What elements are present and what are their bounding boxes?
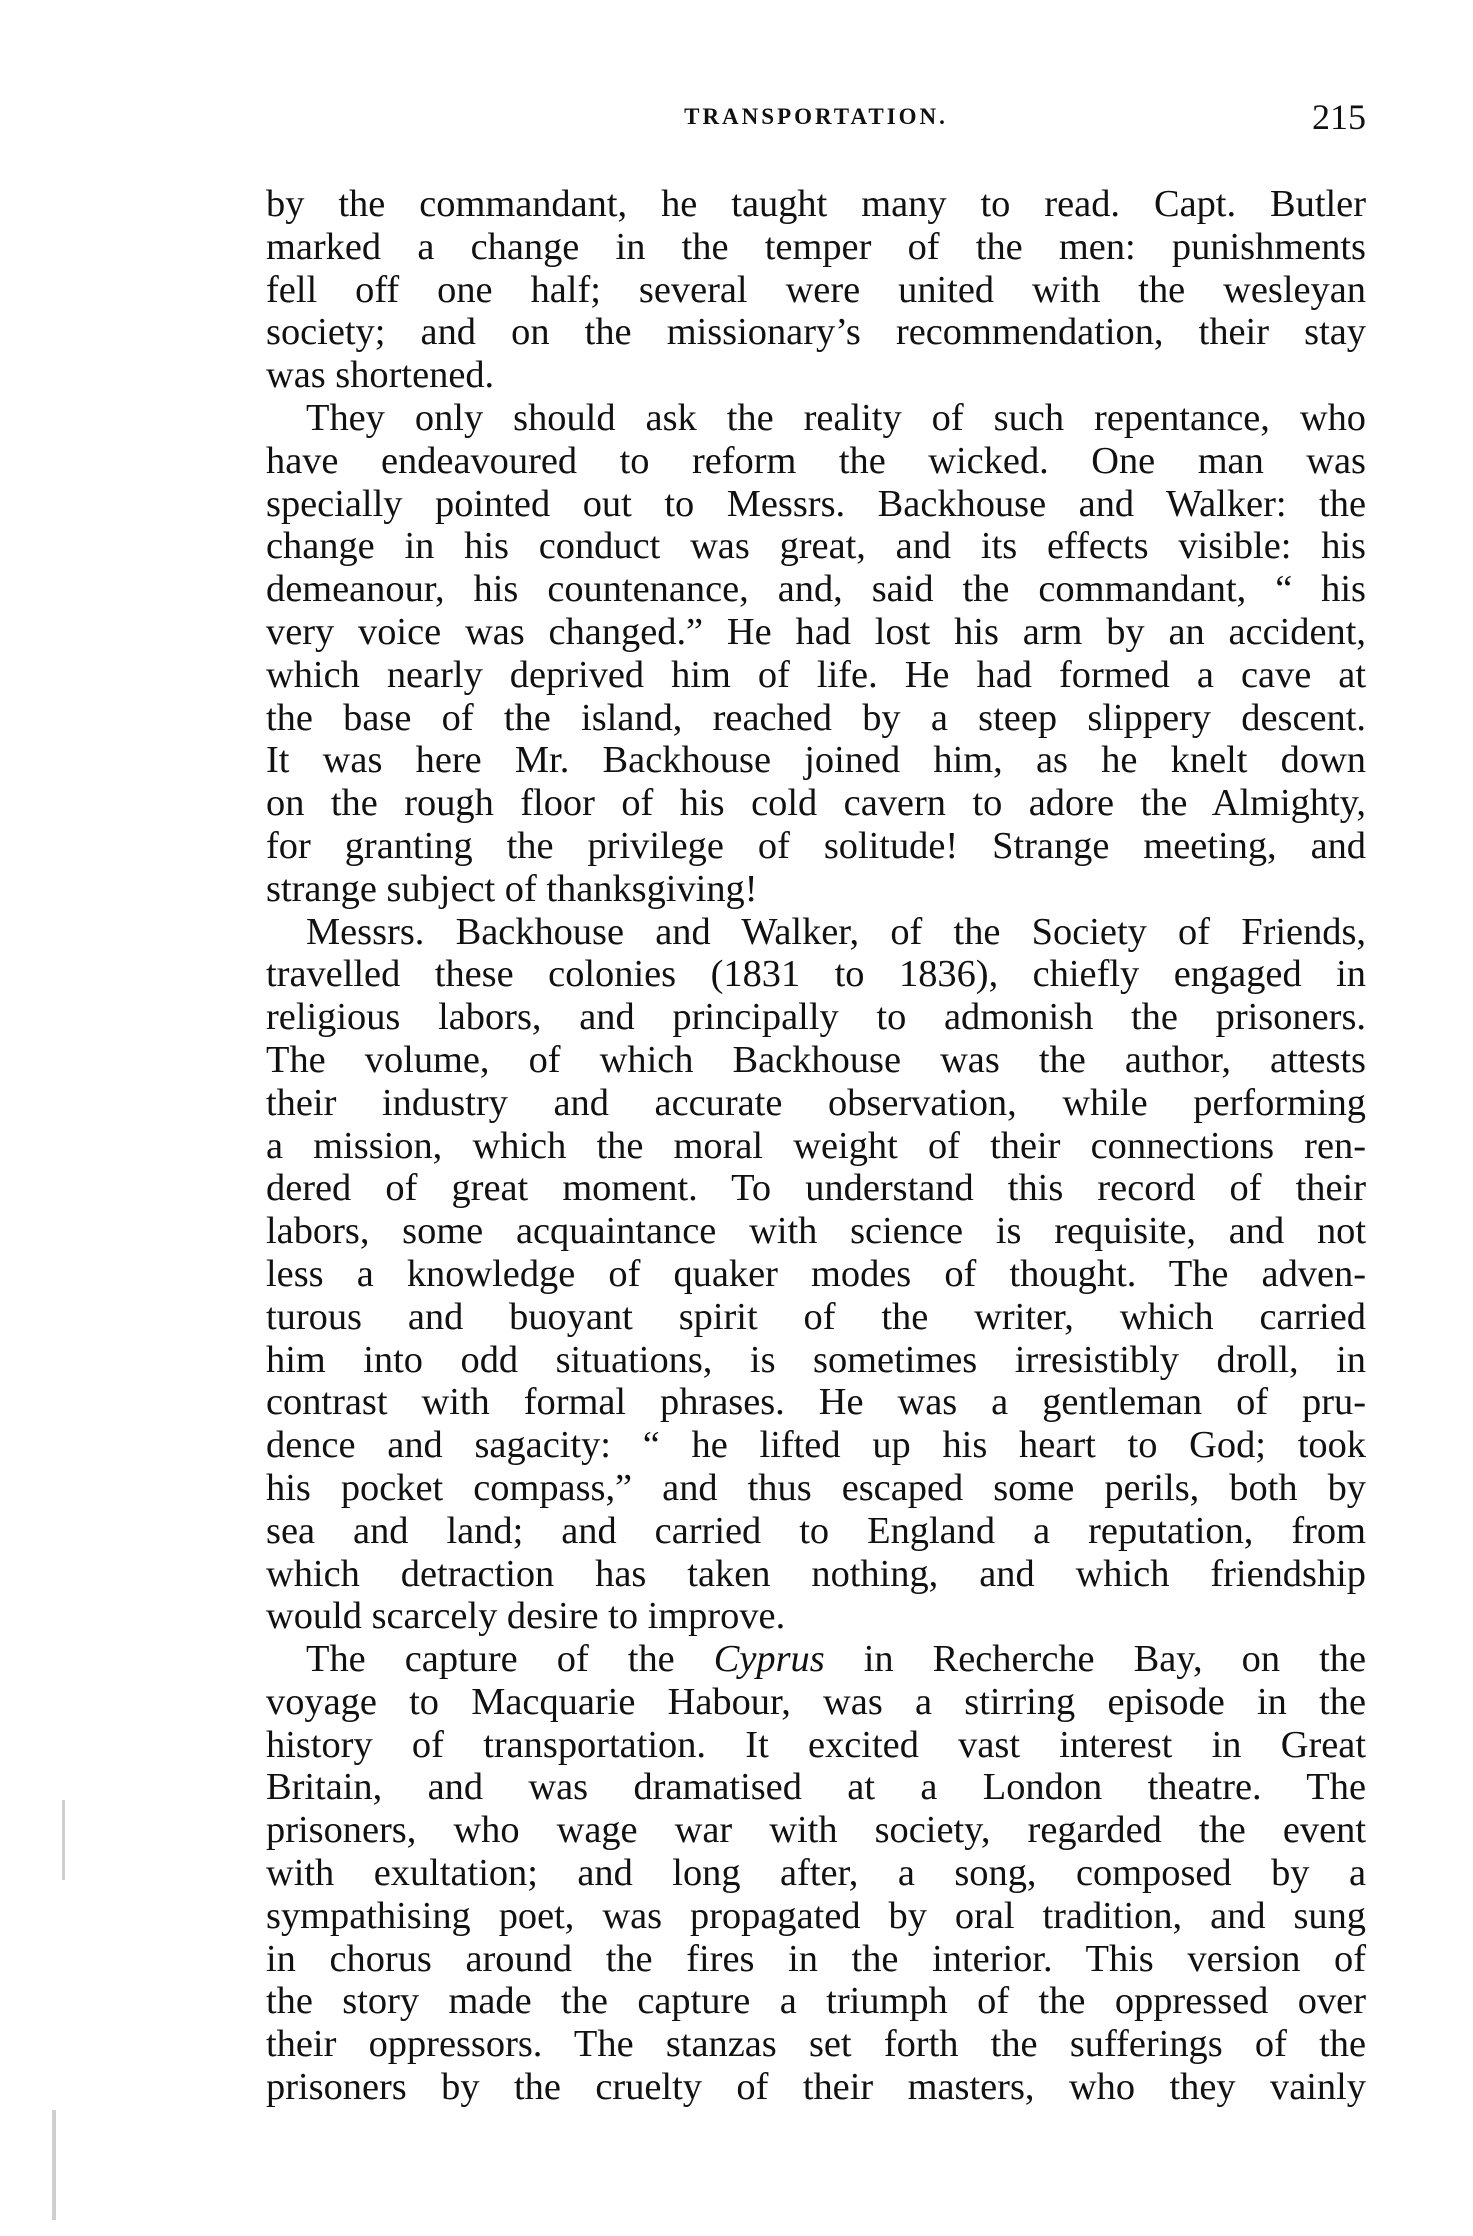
text-line: religious labors, and principally to admonish the prisoners. [266, 996, 1366, 1039]
text-line: turous and buoyant spirit of the writer, which carried [266, 1295, 1366, 1338]
text-line: travelled these colonies (1831 to 1836), chiefly engaged in [266, 953, 1366, 996]
text-line: prisoners, who wage war with society, regarded the event [266, 1809, 1366, 1852]
text-line: sympathising poet, was propagated by oral tradition, and sung [266, 1894, 1366, 1937]
text-line: was shortened. [266, 354, 495, 397]
scan-artifact [52, 2110, 56, 2220]
text-line: Britain, and was dramatised at a London theatre. The [266, 1766, 1366, 1809]
text-line: society; and on the missionary’s recommendation, their stay [266, 311, 1366, 354]
text-line: on the rough floor of his cold cavern to adore the Almighty, [266, 782, 1366, 825]
text-line: It was here Mr. Backhouse joined him, as he knelt down [266, 739, 1366, 782]
text-line: specially pointed out to Messrs. Backhouse and Walker: the [266, 482, 1366, 525]
body-text [266, 183, 1366, 2109]
text-fragment: The capture of the Cyprus in Recherche Bay, on the [306, 1638, 1366, 1681]
text-line: the base of the island, reached by a steep slippery descent. [266, 696, 1366, 739]
text-line [266, 1638, 1366, 1681]
page-number: 215 [1312, 97, 1366, 137]
text-line: very voice was changed.” He had lost his arm by an accident, [266, 610, 1366, 653]
text-line: marked a change in the temper of the men: punishments [266, 225, 1366, 268]
ship-name: Cyprus [713, 1638, 825, 1681]
text-line: strange subject of thanksgiving! [266, 867, 758, 910]
text-line: have endeavoured to reform the wicked. One man was [266, 439, 1366, 482]
text-line: their oppressors. The stanzas set forth the sufferings of the [266, 2023, 1366, 2066]
text-line: labors, some acquaintance with science is requisite, and not [266, 1210, 1366, 1253]
text-line: would scarcely desire to improve. [266, 1595, 786, 1638]
text-line: Messrs. Backhouse and Walker, of the Society of Friends, [306, 910, 1366, 953]
text-line: dence and sagacity: “ he lifted up his heart to God; took [266, 1424, 1366, 1467]
text-line: less a knowledge of quaker modes of thought. The adven- [266, 1252, 1366, 1295]
text-line: sea and land; and carried to England a reputation, from [266, 1509, 1366, 1552]
text-line: prisoners by the cruelty of their masters, who they vainly [266, 2066, 1366, 2109]
text-line: change in his conduct was great, and its effects visible: his [266, 525, 1366, 568]
text-line: for granting the privilege of solitude! Strange meeting, and [266, 824, 1366, 867]
text-line: with exultation; and long after, a song, composed by a [266, 1852, 1366, 1895]
scan-artifact [62, 1800, 65, 1880]
text-line: their industry and accurate observation, while performing [266, 1081, 1366, 1124]
page-header [266, 96, 1366, 146]
text-line: They only should ask the reality of such repentance, who [306, 396, 1366, 439]
text-line: a mission, which the moral weight of their connections ren- [266, 1124, 1366, 1167]
text-line: in chorus around the fires in the interior. This version of [266, 1937, 1366, 1980]
text-line: the story made the capture a triumph of the oppressed over [266, 1980, 1366, 2023]
text-line: him into odd situations, is sometimes irresistibly droll, in [266, 1338, 1366, 1381]
text-line: his pocket compass,” and thus escaped some perils, both by [266, 1466, 1366, 1509]
text-line: contrast with formal phrases. He was a gentleman of pru- [266, 1381, 1366, 1424]
text-line: which nearly deprived him of life. He had formed a cave at [266, 653, 1366, 696]
text-line: dered of great moment. To understand this record of their [266, 1167, 1366, 1210]
text-line: fell off one half; several were united with the wesleyan [266, 268, 1366, 311]
text-line: The volume, of which Backhouse was the author, attests [266, 1038, 1366, 1081]
text-line: which detraction has taken nothing, and which friendship [266, 1552, 1366, 1595]
text-line: by the commandant, he taught many to read. Capt. Butler [266, 183, 1366, 225]
text-line: voyage to Macquarie Habour, was a stirring episode in the [266, 1680, 1366, 1723]
text-line: history of transportation. It excited vast interest in Great [266, 1723, 1366, 1766]
running-head: TRANSPORTATION. [684, 104, 948, 129]
text-line: demeanour, his countenance, and, said the commandant, “ his [266, 568, 1366, 611]
